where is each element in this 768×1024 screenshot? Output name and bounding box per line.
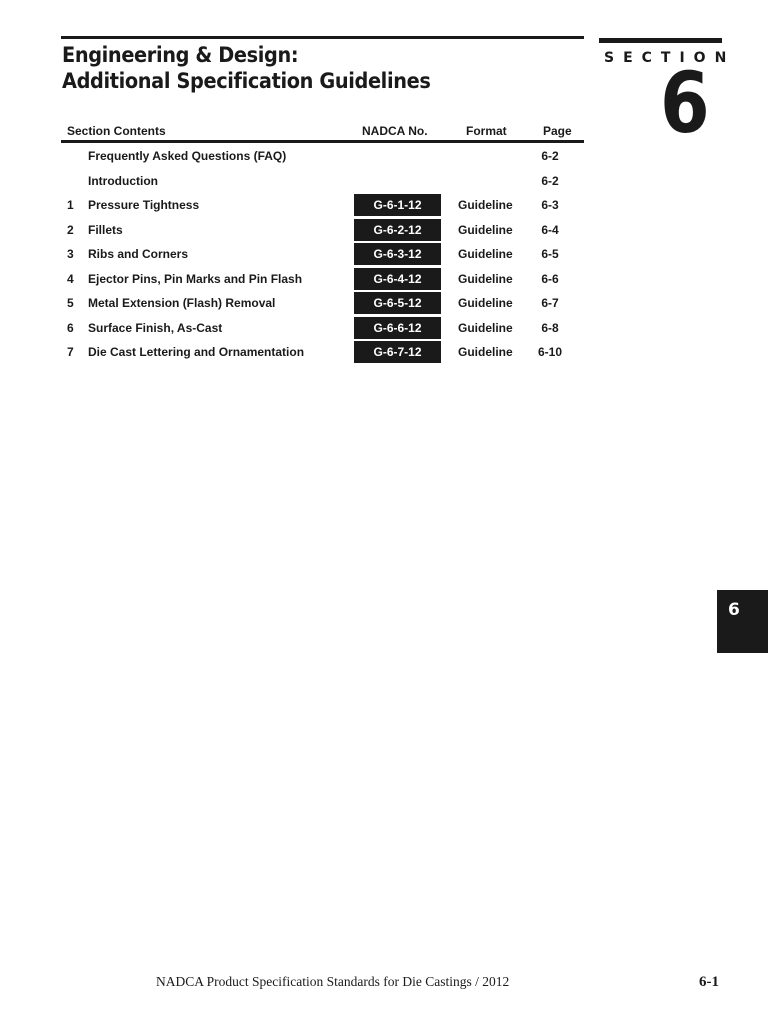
toc-row-label: Frequently Asked Questions (FAQ) bbox=[88, 149, 287, 163]
footer-text: NADCA Product Specification Standards for Die Castings / 2012 bbox=[156, 974, 510, 989]
toc-list bbox=[61, 144, 584, 365]
toc-header-nadca: NADCA No. bbox=[362, 124, 428, 138]
toc-row-format: Guideline bbox=[458, 320, 513, 335]
toc-row-number: 4 bbox=[67, 271, 74, 286]
toc-row[interactable] bbox=[61, 169, 584, 194]
side-tab-label: 6 bbox=[728, 600, 740, 620]
toc-row-page: 6-6 bbox=[541, 271, 559, 286]
toc-row-label: Ejector Pins, Pin Marks and Pin Flash bbox=[88, 271, 303, 286]
toc-row-page: 6-3 bbox=[541, 198, 559, 212]
toc-header-page: Page bbox=[543, 124, 572, 138]
toc-row[interactable] bbox=[61, 340, 584, 365]
toc-header-contents: Section Contents bbox=[67, 124, 166, 138]
toc-row-page: 6-5 bbox=[541, 247, 559, 261]
toc-row-label: Metal Extension (Flash) Removal bbox=[88, 296, 276, 310]
toc-row-label: Introduction bbox=[88, 173, 158, 188]
toc-row-label: Die Cast Lettering and Ornamentation bbox=[88, 345, 305, 359]
toc-row[interactable] bbox=[61, 242, 584, 267]
toc-header-format: Format bbox=[466, 124, 507, 138]
toc-row-format: Guideline bbox=[458, 247, 513, 261]
toc-row-number: 2 bbox=[67, 222, 74, 237]
toc-row-label: Fillets bbox=[88, 222, 123, 237]
toc-row-label: Pressure Tightness bbox=[88, 198, 200, 212]
toc-row-nadca-code: G-6-7-12 bbox=[354, 341, 441, 363]
toc-row-format: Guideline bbox=[458, 198, 513, 212]
footer-page-number: 6-1 bbox=[699, 974, 719, 990]
toc-row-nadca-code: G-6-2-12 bbox=[354, 219, 441, 241]
toc-row-number: 6 bbox=[67, 320, 74, 335]
toc-row-format: Guideline bbox=[458, 345, 513, 359]
toc-row-number: 5 bbox=[67, 296, 74, 310]
toc-row-number: 7 bbox=[67, 345, 74, 359]
toc-row-format: Guideline bbox=[458, 296, 513, 310]
section-side-tab[interactable] bbox=[717, 590, 768, 653]
section-rule bbox=[599, 38, 722, 43]
toc-row-nadca-code: G-6-6-12 bbox=[354, 317, 441, 339]
toc-row-number: 1 bbox=[67, 198, 74, 212]
toc-row-number: 3 bbox=[67, 247, 74, 261]
toc-row[interactable] bbox=[61, 267, 584, 292]
toc-row-page: 6-2 bbox=[541, 149, 559, 163]
toc-row-page: 6-4 bbox=[541, 222, 559, 237]
toc-header bbox=[61, 122, 584, 140]
toc-row-page: 6-2 bbox=[541, 173, 559, 188]
section-label: SECTION bbox=[604, 50, 736, 66]
toc-row[interactable] bbox=[61, 291, 584, 316]
toc-row[interactable] bbox=[61, 218, 584, 243]
toc-row[interactable] bbox=[61, 193, 584, 218]
page-title-line-1: Engineering & Design: bbox=[62, 43, 299, 67]
toc-row[interactable] bbox=[61, 316, 584, 341]
toc-row[interactable] bbox=[61, 144, 584, 169]
toc-row-label: Ribs and Corners bbox=[88, 247, 189, 261]
page-title bbox=[62, 42, 540, 94]
toc-row-format: Guideline bbox=[458, 271, 513, 286]
page-title-line-2: Additional Specification Guidelines bbox=[62, 69, 431, 93]
title-rule bbox=[61, 36, 584, 39]
toc-row-nadca-code: G-6-4-12 bbox=[354, 268, 441, 290]
section-number: 6 bbox=[660, 54, 710, 152]
toc-row-nadca-code: G-6-3-12 bbox=[354, 243, 441, 265]
toc-row-format: Guideline bbox=[458, 222, 513, 237]
toc-row-nadca-code: G-6-1-12 bbox=[354, 194, 441, 216]
toc-row-page: 6-8 bbox=[541, 320, 559, 335]
toc-row-page: 6-10 bbox=[537, 345, 563, 359]
toc-row-label: Surface Finish, As-Cast bbox=[88, 320, 223, 335]
toc-row-nadca-code: G-6-5-12 bbox=[354, 292, 441, 314]
toc-header-rule bbox=[61, 140, 584, 143]
toc-row-page: 6-7 bbox=[541, 296, 559, 310]
